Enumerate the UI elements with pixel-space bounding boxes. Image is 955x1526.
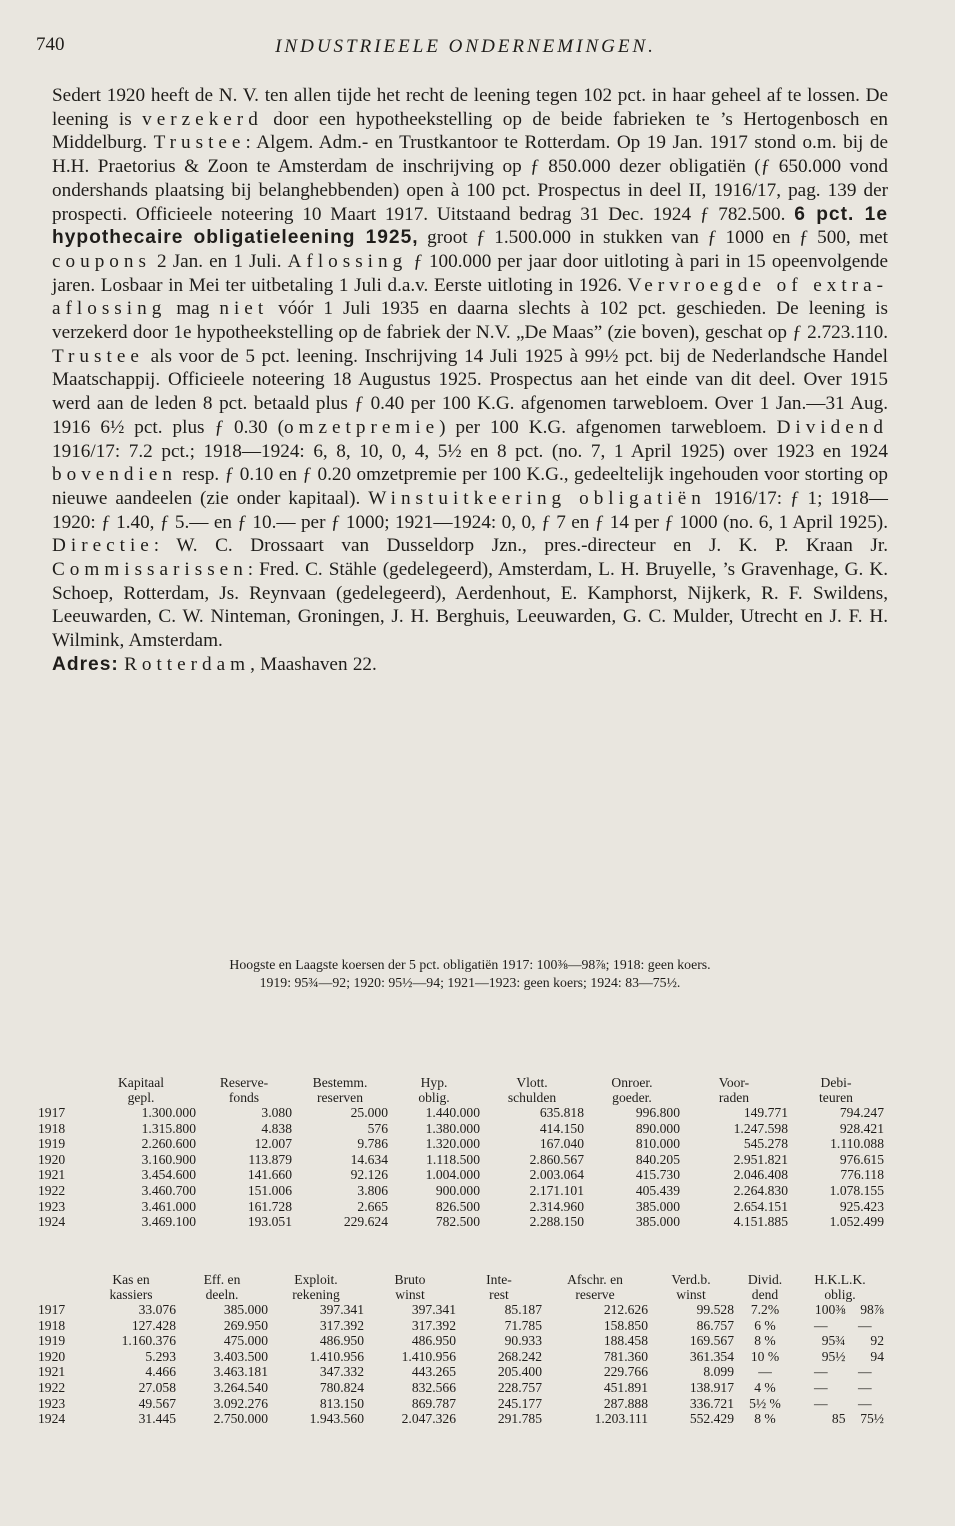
- table-cell: 832.566: [411, 1379, 456, 1395]
- results-table-header: [38, 1273, 884, 1302]
- table-row: [38, 1411, 884, 1427]
- column-header: [38, 1076, 86, 1091]
- text-run: groot ƒ 1.500.000 in stukken van ƒ 1000 en ƒ 500, met: [418, 227, 889, 249]
- table-cell: 385.000: [635, 1198, 680, 1214]
- table-cell: 869.787: [411, 1395, 456, 1411]
- table-cell: 317.392: [319, 1317, 364, 1333]
- table-cell: —: [813, 1395, 828, 1411]
- header-row: [38, 1091, 884, 1106]
- column-header: Exploit.: [294, 1272, 338, 1287]
- table-row: [38, 1380, 884, 1396]
- table-cell: 3.461.000: [141, 1198, 196, 1214]
- table-cell: —: [857, 1317, 872, 1333]
- text-run: vóór 1 Juli 1935 en daarna slechts à 102 pct. geschieden. De leening is verzekerd door 1e hypotheekstelling op de fabriek der N.V. „De Maas” (zie boven), geschat op ƒ 2.723.110.: [52, 298, 888, 344]
- column-header: fonds: [228, 1089, 260, 1105]
- table-cell: 361.354: [689, 1348, 734, 1364]
- text-run: resp. ƒ 0.10 en ƒ 0.20 omzetpremie per 100 K.G., gedeeltelijk ingehouden voor storting op nieuwe aandeelen (zie onder kapitaal).: [52, 464, 888, 509]
- table-cell: 268.242: [497, 1348, 542, 1364]
- table-cell: 1.410.956: [309, 1348, 364, 1364]
- table-cell: 3.080: [261, 1105, 292, 1120]
- table-cell: 8 %: [754, 1333, 776, 1349]
- page-header: [36, 30, 895, 64]
- column-header: winst: [676, 1286, 706, 1302]
- table-cell: 167.040: [539, 1136, 584, 1152]
- table-cell: 158.850: [603, 1317, 648, 1333]
- text-run: Trustee: [52, 345, 144, 367]
- body-text: [52, 84, 888, 677]
- table-row: [38, 1302, 884, 1318]
- table-cell: 138.917: [689, 1379, 734, 1395]
- text-run: Directie: [52, 535, 154, 557]
- table-cell: 776.118: [840, 1167, 884, 1183]
- table-cell: 3.454.600: [141, 1167, 196, 1183]
- table-row: [38, 1214, 884, 1230]
- table-cell: 3.460.700: [141, 1182, 196, 1198]
- table-cell: 5½ %: [749, 1395, 781, 1411]
- column-header: Voor-: [718, 1075, 750, 1090]
- results-table: [38, 1273, 884, 1427]
- row-year: 1922: [38, 1182, 66, 1198]
- table-cell: 976.615: [839, 1151, 884, 1167]
- address-street: , Maashaven 22.: [250, 653, 377, 675]
- column-header: Inte-: [486, 1272, 512, 1287]
- row-year: 1920: [38, 1348, 66, 1364]
- column-header: Kapitaal: [117, 1075, 165, 1090]
- table-row: [38, 1349, 884, 1365]
- text-run: als voor de 5 pct. leening. Inschrijving 14 Juli 1925 à 99½ pct. bij de Nederlandsche Handel Maatschappij. Officieele noteering 18 Augustus 1925. Prospectus aan het einde van dit deel. Over 1915 werd aan de leden 8 pct. betaald plus ƒ 0.40 per 100 K.G. afgenomen tarwebloem. Over 1 Jan.—31 Aug. 1916 6½ pct. plus ƒ 0.30 (: [52, 345, 888, 438]
- table-cell: 27.058: [138, 1379, 176, 1395]
- table-cell: 31.445: [138, 1411, 176, 1427]
- row-year: 1922: [38, 1379, 66, 1395]
- table-cell: 1.300.000: [141, 1105, 196, 1120]
- column-header: Onroer.: [611, 1075, 653, 1090]
- table-cell: 95¾: [821, 1333, 846, 1349]
- table-cell: 9.786: [357, 1136, 388, 1152]
- table-cell: 269.950: [223, 1317, 268, 1333]
- balance-table-header: [38, 1076, 884, 1105]
- row-year: 1919: [38, 1333, 66, 1349]
- table-cell: 336.721: [689, 1395, 734, 1411]
- table-cell: 7.2%: [750, 1302, 780, 1317]
- price-range-note: [60, 956, 880, 992]
- table-row: [38, 1167, 884, 1183]
- table-cell: 4.151.885: [733, 1214, 788, 1230]
- address-city: Rotterdam: [124, 653, 251, 675]
- table-cell: 552.429: [689, 1411, 734, 1427]
- table-row: [38, 1364, 884, 1380]
- table-cell: 14.634: [350, 1151, 388, 1167]
- column-header: [38, 1273, 86, 1288]
- row-year: 1921: [38, 1364, 66, 1380]
- table-cell: 317.392: [411, 1317, 456, 1333]
- table-cell: 161.728: [247, 1198, 292, 1214]
- text-run: niet: [219, 298, 269, 320]
- text-run: Winstuitkeering obligatiën: [368, 487, 706, 509]
- table-cell: 397.341: [411, 1302, 456, 1317]
- column-header: oblig.: [824, 1286, 856, 1302]
- table-cell: 486.950: [319, 1333, 364, 1349]
- table-cell: 229.766: [603, 1364, 648, 1380]
- table-cell: 1.247.598: [733, 1120, 788, 1136]
- table-cell: 228.757: [497, 1379, 542, 1395]
- table-cell: 840.205: [635, 1151, 680, 1167]
- running-title: INDUSTRIEELE ONDERNEMINGEN.: [275, 36, 656, 57]
- page-number: 740: [36, 34, 65, 55]
- table-cell: 443.265: [411, 1364, 456, 1380]
- balance-table: [38, 1076, 884, 1230]
- table-cell: 1.410.956: [401, 1348, 456, 1364]
- table-cell: 415.730: [635, 1167, 680, 1183]
- table-cell: 3.264.540: [213, 1379, 268, 1395]
- table-cell: 996.800: [635, 1105, 680, 1120]
- table-cell: 928.421: [839, 1120, 884, 1136]
- table-cell: 1.118.500: [426, 1151, 480, 1167]
- column-header: Eff. en: [203, 1272, 241, 1287]
- table-cell: —: [857, 1379, 872, 1395]
- table-cell: 475.000: [223, 1333, 268, 1349]
- table-cell: —: [758, 1364, 772, 1380]
- table-cell: 2.750.000: [213, 1411, 268, 1427]
- table-row: [38, 1318, 884, 1334]
- table-cell: 4 %: [754, 1379, 776, 1395]
- table-cell: 1.320.000: [425, 1136, 480, 1152]
- table-cell: 451.891: [603, 1379, 648, 1395]
- price-range-line-2: 1919: 95¾—92; 1920: 95½—94; 1921—1923: geen koers; 1924: 83—75½.: [259, 975, 681, 990]
- table-cell: 245.177: [497, 1395, 542, 1411]
- table-row: [38, 1152, 884, 1168]
- table-cell: 2.665: [357, 1198, 388, 1214]
- column-header: dend: [751, 1286, 779, 1302]
- table-cell: 3.469.100: [141, 1214, 196, 1230]
- row-year: 1918: [38, 1317, 66, 1333]
- table-row: [38, 1121, 884, 1137]
- column-header: raden: [718, 1089, 750, 1105]
- table-cell: 85: [831, 1411, 846, 1427]
- table-cell: 635.818: [539, 1105, 584, 1120]
- table-cell: 113.879: [248, 1151, 292, 1167]
- table-cell: 75½: [860, 1411, 884, 1427]
- column-header: Hyp.: [420, 1075, 448, 1090]
- table-cell: 1.440.000: [425, 1105, 480, 1120]
- table-cell: 86.757: [696, 1317, 734, 1333]
- price-range-line-1: Hoogste en Laagste koersen der 5 pct. obligatiën 1917: 100⅜—98⅞; 1918: geen koers.: [229, 957, 711, 972]
- table-cell: 3.463.181: [213, 1364, 268, 1380]
- table-cell: 151.006: [247, 1182, 292, 1198]
- table-cell: 2.654.151: [733, 1198, 788, 1214]
- row-year: 1923: [38, 1395, 66, 1411]
- table-cell: 781.360: [603, 1348, 648, 1364]
- column-header: Debi-: [820, 1075, 852, 1090]
- header-row: [38, 1288, 884, 1303]
- table-cell: 100⅜: [814, 1302, 846, 1317]
- table-cell: 397.341: [319, 1302, 364, 1317]
- table-cell: —: [857, 1364, 872, 1380]
- table-cell: 2.314.960: [529, 1198, 584, 1214]
- table-cell: 4.466: [145, 1364, 176, 1380]
- table-cell: 193.051: [247, 1214, 292, 1230]
- text-run: 6 pct. 1e hypothecaire obligatieleening 1925,: [52, 203, 888, 249]
- column-header: reserve: [575, 1286, 615, 1302]
- table-cell: 1.110.088: [830, 1136, 884, 1152]
- table-cell: 33.076: [138, 1302, 176, 1317]
- row-year: 1923: [38, 1198, 66, 1214]
- table-cell: 810.000: [635, 1136, 680, 1152]
- table-cell: 49.567: [138, 1395, 176, 1411]
- table-cell: 1.380.000: [425, 1120, 480, 1136]
- text-run: coupons: [52, 250, 151, 272]
- table-cell: 890.000: [635, 1120, 680, 1136]
- table-cell: 414.150: [539, 1120, 584, 1136]
- column-header: gepl.: [127, 1089, 155, 1105]
- table-cell: 94: [870, 1348, 884, 1364]
- balance-table-body: [38, 1105, 884, 1230]
- table-cell: 287.888: [603, 1395, 648, 1411]
- table-cell: 10 %: [750, 1348, 780, 1364]
- table-row: [38, 1396, 884, 1412]
- column-header: Verd.b.: [671, 1272, 711, 1287]
- table-cell: 92: [870, 1333, 884, 1349]
- text-run: : Algem. Adm.- en Trustkantoor te Rotterdam. Op 19 Jan. 1917 stond o.m. bij de H.H. Praetorius & Zoon te Amsterdam de inschrijving op ƒ 850.000 dezer obligatiën (ƒ 650.000 vond ondershands plaatsing bij belanghebbenden) open à 100 pct. Prospectus in deel II, 1916/17, pag. 139 der prospecti. Officieele noteering 10 Maart 1917. Uitstaand bedrag 31 Dec. 1924 ƒ 782.500.: [52, 132, 888, 225]
- row-year: 1920: [38, 1151, 66, 1167]
- header-row: [38, 1273, 884, 1288]
- text-run: 1916/17: ƒ 1; 1918—1920: ƒ 1.40, ƒ 5.— en ƒ 10.— per ƒ 1000; 1921—1924: 0, 0, ƒ 7 en ƒ 14 per ƒ 1000 (no. 6, 1 April 1925).: [52, 487, 888, 533]
- row-year: 1917: [38, 1302, 66, 1317]
- table-cell: 12.007: [254, 1136, 292, 1152]
- table-row: [38, 1136, 884, 1152]
- column-header: kassiers: [109, 1286, 153, 1302]
- address-line: [52, 653, 888, 677]
- column-header: reserven: [316, 1089, 364, 1105]
- text-run: Sedert 1920 heeft de N. V. ten allen tijde het recht de leening tegen 102 pct. in haar geheel af te lossen. De leening is: [52, 85, 888, 130]
- text-run: Aflossing: [287, 250, 408, 272]
- table-cell: 1.203.111: [594, 1411, 648, 1427]
- table-cell: 1.052.499: [829, 1214, 884, 1230]
- table-cell: 2.171.101: [529, 1182, 584, 1198]
- table-cell: 2.264.830: [733, 1182, 788, 1198]
- table-cell: 813.150: [319, 1395, 364, 1411]
- row-year: 1924: [38, 1411, 66, 1427]
- table-cell: 4.838: [261, 1120, 292, 1136]
- table-cell: 90.933: [504, 1333, 542, 1349]
- table-cell: 1.160.376: [121, 1333, 176, 1349]
- row-year: 1917: [38, 1105, 66, 1120]
- table-cell: 576: [367, 1120, 388, 1136]
- table-cell: 6 %: [754, 1317, 776, 1333]
- table-row: [38, 1183, 884, 1199]
- table-cell: 229.624: [343, 1214, 388, 1230]
- table-cell: 385.000: [223, 1302, 268, 1317]
- table-cell: 5.293: [145, 1348, 176, 1364]
- column-header: goeder.: [612, 1089, 652, 1105]
- table-cell: 782.500: [435, 1214, 480, 1230]
- text-run: 1916/17: 7.2 pct.; 1918—1924: 6, 8, 10, 0, 4, 5½ en 8 pct. (no. 7, 1 April 1925) over 1923 en 1924: [52, 440, 888, 462]
- table-cell: 3.403.500: [213, 1348, 268, 1364]
- address-label: Adres:: [52, 653, 119, 675]
- table-cell: 188.458: [603, 1333, 648, 1349]
- table-cell: 925.423: [839, 1198, 884, 1214]
- table-cell: 95½: [821, 1348, 846, 1364]
- column-header: rekening: [292, 1286, 340, 1302]
- table-cell: 2.047.326: [401, 1411, 456, 1427]
- text-run: ƒ 100.000 per jaar door uitloting à pari in 15 opeenvolgende jaren. Losbaar in Mei ter uitbetaling 1 Juli d.a.v. Eerste uitloting in 1926.: [52, 250, 888, 296]
- row-year: 1919: [38, 1136, 66, 1152]
- table-cell: 149.771: [743, 1105, 788, 1120]
- table-cell: 385.000: [635, 1214, 680, 1230]
- table-cell: 85.187: [504, 1302, 542, 1317]
- results-table-body: [38, 1302, 884, 1427]
- table-cell: 3.092.276: [213, 1395, 268, 1411]
- table-cell: 2.003.064: [529, 1167, 584, 1183]
- table-cell: 141.660: [247, 1167, 292, 1183]
- row-year: 1921: [38, 1167, 66, 1183]
- table-cell: 8 %: [754, 1411, 776, 1427]
- column-header: teuren: [819, 1089, 853, 1105]
- table-cell: 1.315.800: [141, 1120, 196, 1136]
- table-cell: 71.785: [504, 1317, 542, 1333]
- text-run: 2 Jan. en 1 Juli.: [150, 250, 288, 272]
- table-cell: 169.567: [689, 1333, 734, 1349]
- table-cell: —: [813, 1317, 828, 1333]
- column-header: Vlott.: [516, 1075, 548, 1090]
- table-cell: —: [813, 1379, 828, 1395]
- table-cell: 1.943.560: [309, 1411, 364, 1427]
- text-run: door een hypotheekstelling op de beide fabrieken te ’s Hertogenbosch en Middelburg.: [52, 108, 888, 154]
- column-header: [38, 1288, 86, 1303]
- table-cell: 545.278: [743, 1136, 788, 1152]
- table-cell: 1.004.000: [425, 1167, 480, 1183]
- text-run: Dividend: [776, 416, 888, 438]
- column-header: Divid.: [747, 1272, 783, 1287]
- text-run: ) per 100 K.G. afgenomen tarwebloem.: [439, 416, 777, 438]
- table-cell: 2.260.600: [141, 1136, 196, 1152]
- table-cell: 3.160.900: [141, 1151, 196, 1167]
- table-cell: 1.078.155: [829, 1182, 884, 1198]
- table-cell: 780.824: [319, 1379, 364, 1395]
- table-cell: 794.247: [839, 1105, 884, 1120]
- column-header: winst: [395, 1286, 425, 1302]
- column-header: schulden: [507, 1089, 557, 1105]
- table-cell: 92.126: [350, 1167, 388, 1183]
- column-header: rest: [489, 1286, 509, 1302]
- column-header: H.K.L.K.: [814, 1272, 866, 1287]
- table-cell: 826.500: [435, 1198, 480, 1214]
- table-cell: 127.428: [131, 1317, 176, 1333]
- row-year: 1924: [38, 1214, 66, 1230]
- text-run: : Fred. C. Stähle (gedelegeerd), Amsterdam, L. H. Bruyelle, ’s Gravenhage, G. K. Schoep, Rotterdam, Js. Reynvaan (gedelegeerd), Aerdenhout, E. Kamphorst, Nijkerk, R. F. Swildens, Leeuwarden, C. W. Ninteman, Groningen, J. H. Berghuis, Leeuwarden, G. C. Mulder, Utrecht en J. F. H. Wilmink, Amsterdam.: [52, 559, 888, 652]
- column-header: deeln.: [205, 1286, 239, 1302]
- row-year: 1918: [38, 1120, 66, 1136]
- table-cell: 900.000: [435, 1182, 480, 1198]
- table-cell: 98⅞: [860, 1302, 884, 1317]
- table-cell: 347.332: [319, 1364, 364, 1380]
- table-cell: 2.288.150: [529, 1214, 584, 1230]
- table-cell: 2.046.408: [733, 1167, 788, 1183]
- column-header: Reserve-: [219, 1075, 269, 1090]
- text-run: Trustee: [153, 132, 246, 154]
- column-header: Bestemm.: [312, 1075, 368, 1090]
- column-header: Afschr. en: [567, 1272, 623, 1287]
- table-cell: —: [857, 1395, 872, 1411]
- text-run: mag: [166, 298, 220, 320]
- table-cell: 3.806: [357, 1182, 388, 1198]
- table-cell: 291.785: [497, 1411, 542, 1427]
- text-run: verzekerd: [142, 108, 263, 130]
- table-row: [38, 1333, 884, 1349]
- column-header: Bruto: [394, 1272, 426, 1287]
- column-header: [38, 1091, 86, 1106]
- text-run: Commissarissen: [52, 559, 248, 581]
- table-row: [38, 1105, 884, 1121]
- text-run: bovendien: [52, 464, 177, 486]
- header-row: [38, 1076, 884, 1091]
- table-cell: 205.400: [497, 1364, 542, 1380]
- table-cell: 405.439: [635, 1182, 680, 1198]
- column-header: Kas en: [112, 1272, 150, 1287]
- table-cell: 212.626: [603, 1302, 648, 1317]
- column-header: oblig.: [418, 1089, 450, 1105]
- table-cell: 8.099: [703, 1364, 734, 1380]
- text-run: Vervroegde of extra-aflossing: [52, 274, 889, 320]
- body-paragraph: [52, 84, 888, 653]
- table-cell: —: [813, 1364, 828, 1380]
- text-run: : W. C. Drossaart van Dusseldorp Jzn., pres.-directeur en J. K. P. Kraan Jr.: [153, 535, 888, 557]
- table-cell: 486.950: [411, 1333, 456, 1349]
- table-cell: 25.000: [350, 1105, 388, 1120]
- table-cell: 2.860.567: [529, 1151, 584, 1167]
- table-cell: 2.951.821: [733, 1151, 788, 1167]
- table-row: [38, 1199, 884, 1215]
- table-cell: 99.528: [696, 1302, 734, 1317]
- text-run: omzetpremie: [283, 416, 440, 438]
